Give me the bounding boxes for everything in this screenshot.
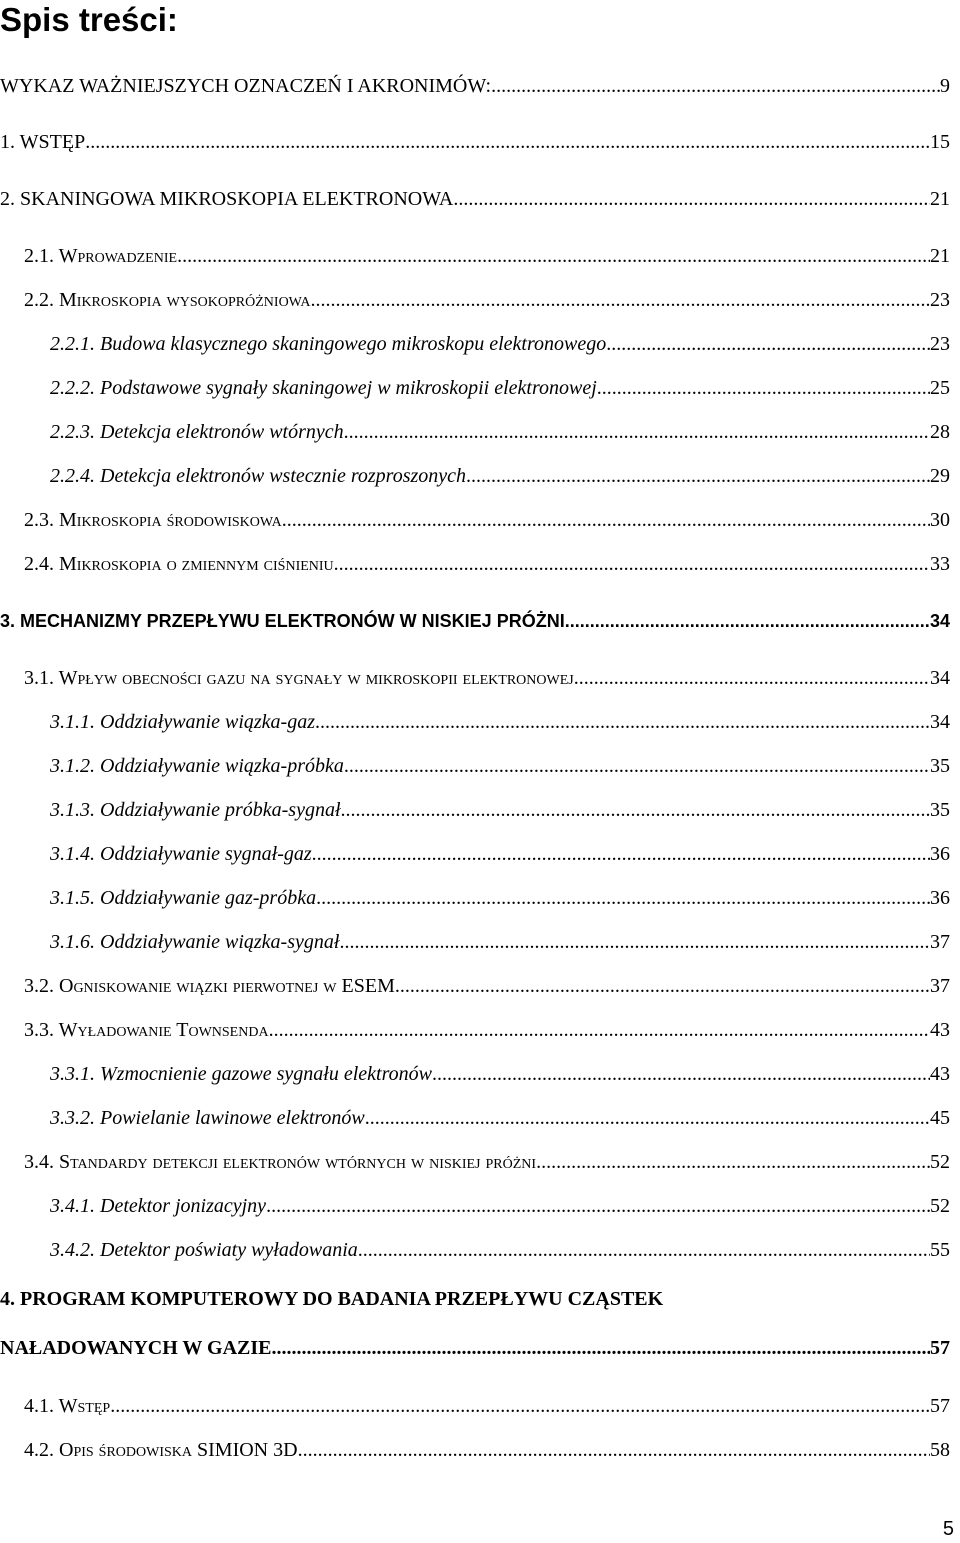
toc-entry-label: 2.2.2. Podstawowe sygnały skaningowej w mikroskopii elektronowej — [50, 377, 597, 399]
toc-leader-dots — [395, 975, 930, 998]
toc-entry-page: 36 — [930, 887, 950, 909]
toc-entry[interactable] — [0, 1330, 950, 1360]
toc-leader-dots — [491, 75, 940, 98]
toc-entry-label: 2.2.4. Detekcja elektronów wstecznie rozproszonych — [50, 465, 467, 487]
toc-entry-page: 52 — [930, 1151, 950, 1173]
toc-entry-page: 57 — [930, 1337, 950, 1359]
toc-leader-dots — [358, 1239, 930, 1262]
toc-entry-page: 37 — [930, 931, 950, 953]
toc-leader-dots — [110, 1395, 930, 1418]
toc-leader-dots — [565, 611, 930, 632]
toc-entry-label: 4.2. Opis środowiska SIMION 3D — [24, 1439, 298, 1461]
toc-leader-dots — [298, 1439, 930, 1462]
toc-entry[interactable] — [0, 124, 950, 154]
toc-leader-dots — [432, 1063, 930, 1086]
toc-entry[interactable] — [0, 748, 950, 778]
toc-leader-dots — [453, 188, 930, 211]
toc-entry-label: 2. SKANINGOWA MIKROSKOPIA ELEKTRONOWA — [0, 188, 454, 210]
toc-leader-dots — [606, 333, 930, 356]
toc-entry-page: 34 — [930, 711, 950, 733]
toc-leader-dots — [344, 421, 930, 444]
toc-leader-dots — [365, 1107, 930, 1130]
toc-entry-label: 3.1.2. Oddziaływanie wiązka-próbka — [50, 755, 344, 777]
toc-entry[interactable] — [0, 238, 950, 268]
toc-entry-label: WYKAZ WAŻNIEJSZYCH OZNACZEŃ I AKRONIMÓW: — [0, 75, 492, 97]
toc-entry[interactable] — [0, 326, 950, 356]
toc-entry-label: 3.3.1. Wzmocnienie gazowe sygnału elektronów — [50, 1063, 432, 1085]
toc-entry[interactable] — [0, 602, 950, 632]
toc-entry-label: 3.4.1. Detektor jonizacyjny — [50, 1195, 267, 1217]
toc-entry-label: 3.1.3. Oddziaływanie próbka-sygnał — [50, 799, 341, 821]
toc-entry[interactable] — [0, 68, 950, 98]
toc-entry-label: 1. WSTĘP — [0, 131, 86, 153]
toc-entry-page: 43 — [930, 1019, 950, 1041]
toc-leader-dots — [597, 377, 930, 400]
toc-entry[interactable] — [0, 458, 950, 488]
toc-entry-label: 3.3. Wyładowanie Townsenda — [24, 1019, 269, 1041]
toc-leader-dots — [269, 1019, 930, 1042]
toc-leader-dots — [177, 245, 930, 268]
toc-entry[interactable] — [0, 836, 950, 866]
toc-entry-page: 30 — [930, 509, 950, 531]
toc-leader-dots — [315, 711, 930, 734]
toc-entry[interactable] — [0, 1100, 950, 1130]
toc-entry-page: 57 — [930, 1395, 950, 1417]
toc-entry-page: 29 — [930, 465, 950, 487]
toc-entry[interactable] — [0, 1188, 950, 1218]
toc-entry[interactable] — [0, 968, 950, 998]
toc-entry-page: 23 — [930, 333, 950, 355]
toc-entry-page: 52 — [930, 1195, 950, 1217]
toc-entry-label: 3.1.4. Oddziaływanie sygnał-gaz — [50, 843, 312, 865]
toc-entry-page: 21 — [930, 245, 950, 267]
toc-entry-page: 9 — [940, 75, 950, 97]
toc-entry-page: 58 — [930, 1439, 950, 1461]
toc-entry[interactable] — [0, 1056, 950, 1086]
toc-entry-label: 4.1. Wstęp — [24, 1395, 111, 1417]
toc-entry[interactable] — [0, 1432, 950, 1462]
toc-leader-dots — [282, 509, 930, 532]
toc-entry[interactable] — [0, 546, 950, 576]
toc-entry[interactable] — [0, 370, 950, 400]
toc-entry[interactable] — [0, 924, 950, 954]
toc-entry[interactable] — [0, 414, 950, 444]
toc-leader-dots — [316, 887, 930, 910]
toc-entry[interactable] — [0, 792, 950, 822]
toc-entry-page: 35 — [930, 799, 950, 821]
toc-entry-page: 45 — [930, 1107, 950, 1129]
toc-entry-label: 2.2. Mikroskopia wysokopróżniowa — [24, 289, 311, 311]
toc-leader-dots — [85, 131, 930, 154]
toc-leader-dots — [344, 755, 930, 778]
toc-entry[interactable] — [0, 880, 950, 910]
toc-entry-label: 2.2.1. Budowa klasycznego skaningowego mikroskopu elektronowego — [50, 333, 607, 355]
toc-entry-label: 2.4. Mikroskopia o zmiennym ciśnieniu — [24, 553, 334, 575]
toc-entry[interactable] — [0, 1388, 950, 1418]
toc-entry[interactable] — [0, 1232, 950, 1262]
toc-entry[interactable] — [0, 704, 950, 734]
toc-entry-page: 25 — [930, 377, 950, 399]
toc-leader-dots — [266, 1195, 930, 1218]
toc-entry-label: NAŁADOWANYCH W GAZIE — [0, 1337, 272, 1359]
toc-entry[interactable] — [0, 181, 950, 211]
toc-entry-label: 2.3. Mikroskopia środowiskowa — [24, 509, 282, 531]
toc-entry-label: 3. MECHANIZMY PRZEPŁYWU ELEKTRONÓW W NISKIEJ PRÓŻNI — [0, 611, 565, 631]
page-number: 5 — [942, 1518, 954, 1540]
toc-leader-dots — [574, 667, 930, 690]
toc-entry[interactable] — [0, 660, 950, 690]
toc-entry-page: 34 — [929, 611, 950, 631]
toc-leader-dots — [341, 799, 930, 822]
toc-entry-label: 2.1. Wprowadzenie — [24, 245, 178, 267]
toc-leader-dots — [466, 465, 930, 488]
toc-entry[interactable] — [0, 282, 950, 312]
toc-entry-label: 2.2.3. Detekcja elektronów wtórnych — [50, 421, 344, 443]
toc-leader-dots — [334, 553, 930, 576]
toc-entry-label: 3.1.1. Oddziaływanie wiązka-gaz — [50, 711, 315, 733]
toc-leader-dots — [536, 1151, 930, 1174]
toc-entry-page: 34 — [930, 667, 950, 689]
toc-entry[interactable] — [0, 1144, 950, 1174]
toc-entry-label: 3.3.2. Powielanie lawinowe elektronów — [50, 1107, 365, 1129]
toc-leader-dots — [312, 843, 930, 866]
toc-entry-label: 3.1.5. Oddziaływanie gaz-próbka — [50, 887, 317, 909]
toc-entry-page: 55 — [930, 1239, 950, 1261]
toc-entry-page: 28 — [930, 421, 950, 443]
toc-entry[interactable] — [0, 502, 950, 532]
toc-entry-label: 3.2. Ogniskowanie wiązki pierwotnej w ESEM — [24, 975, 395, 997]
toc-leader-dots — [310, 289, 930, 312]
toc-entry-page: 15 — [930, 131, 950, 153]
toc-entry-label: 3.4.2. Detektor poświaty wyładowania — [50, 1239, 358, 1261]
toc-entry-page: 43 — [930, 1063, 950, 1085]
toc-entry-page: 35 — [930, 755, 950, 777]
toc-entry-page: 23 — [930, 289, 950, 311]
toc-entry-page: 36 — [930, 843, 950, 865]
page-title: Spis treści: — [0, 1, 178, 38]
toc-leader-dots — [339, 931, 930, 954]
toc-entry-label: 3.1. Wpływ obecności gazu na sygnały w mikroskopii elektronowej — [24, 667, 574, 689]
toc-entry[interactable] — [0, 1012, 950, 1042]
toc-entry-page: 37 — [930, 975, 950, 997]
toc-leader-dots — [272, 1337, 930, 1360]
toc-entry-page: 33 — [930, 553, 950, 575]
toc-entry-label: 3.4. Standardy detekcji elektronów wtórnych w niskiej próżni — [24, 1151, 537, 1173]
toc-entry-page: 21 — [930, 188, 950, 210]
toc-entry-label: 3.1.6. Oddziaływanie wiązka-sygnał — [50, 931, 340, 953]
toc-entry-heading-line1[interactable]: 4. PROGRAM KOMPUTEROWY DO BADANIA PRZEPŁYWU CZĄSTEK — [0, 1288, 664, 1310]
